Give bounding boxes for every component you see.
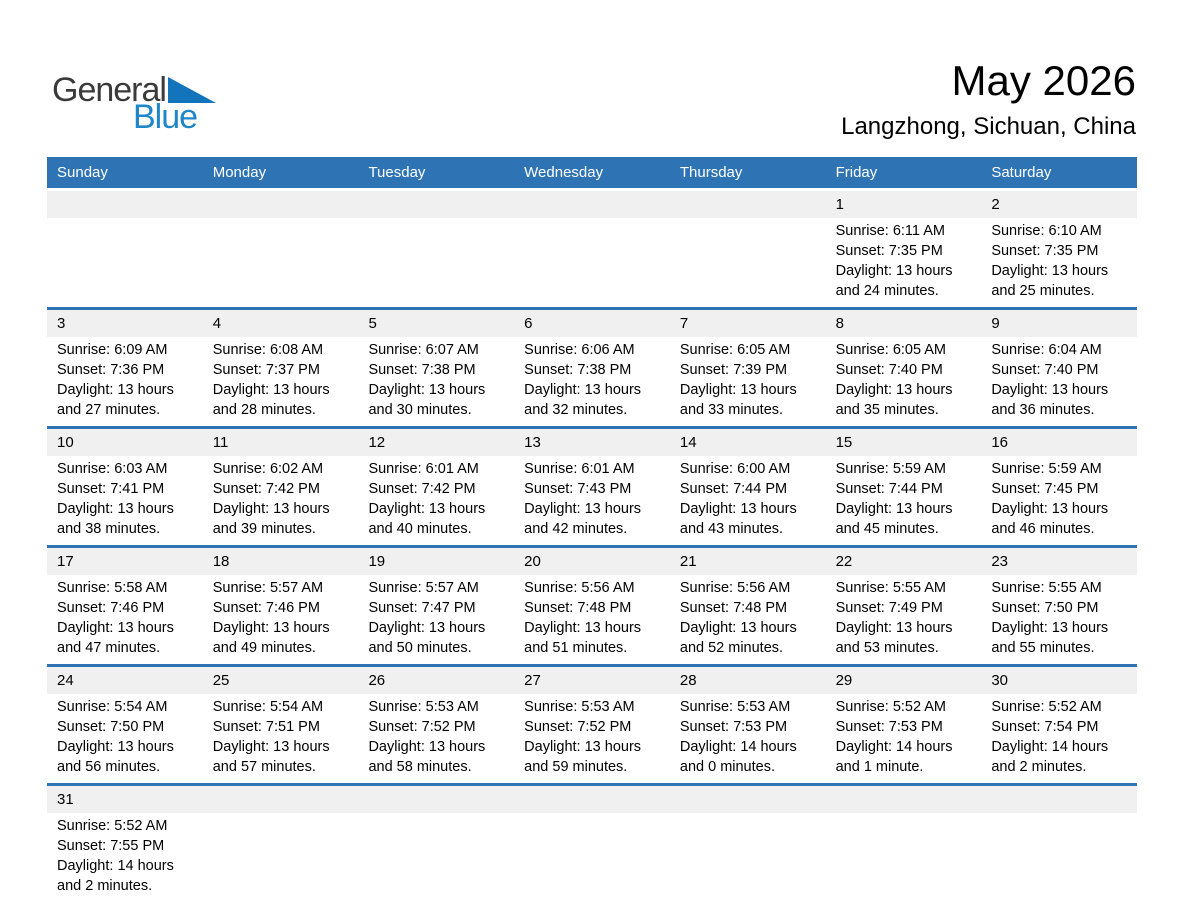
daylight-text-line1: Daylight: 13 hours bbox=[57, 739, 174, 755]
daylight-text-line2: and 40 minutes. bbox=[368, 521, 472, 537]
date-number: 31 bbox=[57, 791, 74, 808]
daylight-text-line2: and 36 minutes. bbox=[991, 402, 1095, 418]
day-details bbox=[203, 575, 359, 664]
weekday-tuesday: Tuesday bbox=[368, 164, 426, 181]
sunrise-text: Sunrise: 5:54 AM bbox=[212, 699, 324, 715]
daylight-text-line1: Daylight: 13 hours bbox=[57, 620, 174, 636]
date-number: 23 bbox=[991, 553, 1008, 570]
day-details bbox=[981, 813, 1137, 902]
weekday-saturday: Saturday bbox=[991, 164, 1052, 181]
daylight-text-line2: and 1 minute. bbox=[835, 759, 924, 775]
daylight-text-line1: Daylight: 13 hours bbox=[524, 382, 642, 398]
daylight-text-line2: and 55 minutes. bbox=[991, 640, 1095, 656]
details-band bbox=[47, 456, 1137, 545]
date-number: 25 bbox=[212, 672, 230, 689]
daylight-text-line1: Daylight: 13 hours bbox=[991, 620, 1109, 636]
sunset-text: Sunset: 7:40 PM bbox=[991, 362, 1099, 378]
weekday-header bbox=[47, 157, 1137, 188]
day-details bbox=[826, 694, 982, 783]
logo-text-general: General bbox=[52, 71, 166, 109]
week-row bbox=[47, 786, 1137, 902]
sunset-text: Sunset: 7:44 PM bbox=[835, 481, 943, 497]
daylight-text-line2: and 51 minutes. bbox=[524, 640, 628, 656]
date-number: 17 bbox=[57, 553, 74, 570]
weekday-thursday: Thursday bbox=[679, 164, 743, 181]
daylight-text-line1: Daylight: 13 hours bbox=[524, 739, 642, 755]
day-details bbox=[670, 218, 826, 307]
daylight-text-line1: Daylight: 13 hours bbox=[835, 501, 953, 517]
day-details bbox=[826, 456, 982, 545]
daylight-text-line1: Daylight: 13 hours bbox=[212, 739, 330, 755]
daylight-text-line1: Daylight: 13 hours bbox=[57, 382, 174, 398]
date-number: 4 bbox=[212, 315, 222, 332]
day-details bbox=[358, 813, 514, 902]
daylight-text-line2: and 59 minutes. bbox=[524, 759, 628, 775]
day-details bbox=[358, 456, 514, 545]
daylight-text-line1: Daylight: 14 hours bbox=[679, 739, 797, 755]
date-number: 5 bbox=[368, 315, 377, 332]
day-details bbox=[47, 456, 203, 545]
page-title: May 2026 bbox=[951, 57, 1136, 104]
sunrise-text: Sunrise: 6:04 AM bbox=[991, 342, 1102, 358]
sunrise-text: Sunrise: 6:01 AM bbox=[368, 461, 479, 477]
date-number: 24 bbox=[57, 672, 74, 689]
day-details bbox=[670, 813, 826, 902]
week-row bbox=[47, 548, 1137, 667]
sunset-text: Sunset: 7:36 PM bbox=[57, 362, 165, 378]
sunrise-text: Sunrise: 6:02 AM bbox=[212, 461, 324, 477]
page-subtitle: Langzhong, Sichuan, China bbox=[841, 113, 1136, 140]
date-number: 16 bbox=[991, 434, 1008, 451]
details-band bbox=[47, 218, 1137, 307]
daylight-text-line1: Daylight: 13 hours bbox=[57, 501, 174, 517]
day-details bbox=[358, 694, 514, 783]
daylight-text-line1: Daylight: 13 hours bbox=[991, 382, 1109, 398]
daylight-text-line2: and 42 minutes. bbox=[524, 521, 628, 537]
date-number: 12 bbox=[368, 434, 386, 451]
sunrise-text: Sunrise: 5:59 AM bbox=[991, 461, 1102, 477]
day-details bbox=[981, 218, 1137, 307]
sunrise-text: Sunrise: 5:56 AM bbox=[679, 580, 791, 596]
sunset-text: Sunset: 7:55 PM bbox=[57, 838, 165, 854]
day-details bbox=[203, 218, 359, 307]
sunset-text: Sunset: 7:47 PM bbox=[368, 600, 476, 616]
date-number: 11 bbox=[212, 434, 229, 451]
weekday-monday: Monday bbox=[212, 164, 267, 181]
logo-text-blue: Blue bbox=[133, 98, 198, 136]
date-number: 8 bbox=[835, 315, 844, 332]
daylight-text-line1: Daylight: 13 hours bbox=[212, 620, 330, 636]
date-band bbox=[47, 429, 1137, 456]
date-number: 18 bbox=[212, 553, 230, 570]
day-details bbox=[826, 218, 982, 307]
details-band bbox=[47, 694, 1137, 783]
daylight-text-line1: Daylight: 13 hours bbox=[991, 501, 1109, 517]
daylight-text-line2: and 57 minutes. bbox=[212, 759, 316, 775]
day-details bbox=[358, 218, 514, 307]
sunset-text: Sunset: 7:35 PM bbox=[835, 243, 943, 259]
sunrise-text: Sunrise: 5:58 AM bbox=[57, 580, 168, 596]
daylight-text-line2: and 47 minutes. bbox=[57, 640, 161, 656]
day-details bbox=[670, 575, 826, 664]
daylight-text-line2: and 58 minutes. bbox=[368, 759, 472, 775]
sunrise-text: Sunrise: 5:52 AM bbox=[57, 818, 168, 834]
sunset-text: Sunset: 7:50 PM bbox=[57, 719, 165, 735]
daylight-text-line2: and 24 minutes. bbox=[835, 283, 939, 299]
daylight-text-line1: Daylight: 13 hours bbox=[835, 263, 953, 279]
sunrise-text: Sunrise: 5:52 AM bbox=[835, 699, 947, 715]
daylight-text-line1: Daylight: 13 hours bbox=[679, 382, 797, 398]
date-band bbox=[47, 191, 1137, 218]
daylight-text-line1: Daylight: 14 hours bbox=[991, 739, 1109, 755]
daylight-text-line1: Daylight: 13 hours bbox=[679, 620, 797, 636]
day-details bbox=[47, 813, 203, 902]
daylight-text-line1: Daylight: 13 hours bbox=[679, 501, 797, 517]
sunset-text: Sunset: 7:39 PM bbox=[679, 362, 788, 378]
daylight-text-line2: and 30 minutes. bbox=[368, 402, 472, 418]
weekday-wednesday: Wednesday bbox=[524, 164, 604, 181]
details-band bbox=[47, 337, 1137, 426]
date-number: 9 bbox=[991, 315, 1000, 332]
daylight-text-line1: Daylight: 13 hours bbox=[835, 620, 953, 636]
day-details bbox=[47, 337, 203, 426]
daylight-text-line2: and 45 minutes. bbox=[835, 521, 939, 537]
date-number: 13 bbox=[524, 434, 541, 451]
date-band bbox=[47, 548, 1137, 575]
sunset-text: Sunset: 7:54 PM bbox=[991, 719, 1099, 735]
day-details bbox=[203, 456, 359, 545]
day-details bbox=[358, 337, 514, 426]
daylight-text-line2: and 43 minutes. bbox=[679, 521, 784, 537]
day-details bbox=[514, 456, 670, 545]
sunset-text: Sunset: 7:49 PM bbox=[835, 600, 943, 616]
sunrise-text: Sunrise: 6:03 AM bbox=[57, 461, 168, 477]
day-details bbox=[826, 813, 982, 902]
week-row bbox=[47, 667, 1137, 786]
day-details bbox=[203, 694, 359, 783]
daylight-text-line1: Daylight: 13 hours bbox=[524, 620, 642, 636]
day-details bbox=[203, 813, 359, 902]
sunrise-text: Sunrise: 5:53 AM bbox=[368, 699, 479, 715]
day-details bbox=[47, 218, 203, 307]
daylight-text-line2: and 53 minutes. bbox=[835, 640, 939, 656]
sunset-text: Sunset: 7:43 PM bbox=[524, 481, 632, 497]
sunrise-text: Sunrise: 6:06 AM bbox=[524, 342, 635, 358]
week-row bbox=[47, 191, 1137, 310]
day-details bbox=[981, 694, 1137, 783]
date-band bbox=[47, 310, 1137, 337]
sunset-text: Sunset: 7:51 PM bbox=[212, 719, 320, 735]
day-details bbox=[514, 694, 670, 783]
sunset-text: Sunset: 7:42 PM bbox=[212, 481, 320, 497]
sunrise-text: Sunrise: 6:07 AM bbox=[368, 342, 479, 358]
date-number: 6 bbox=[524, 315, 533, 332]
daylight-text-line1: Daylight: 13 hours bbox=[368, 620, 486, 636]
day-details bbox=[981, 456, 1137, 545]
sunrise-text: Sunrise: 6:01 AM bbox=[524, 461, 635, 477]
date-number: 22 bbox=[835, 553, 853, 570]
sunset-text: Sunset: 7:50 PM bbox=[991, 600, 1099, 616]
daylight-text-line1: Daylight: 13 hours bbox=[368, 739, 486, 755]
sunset-text: Sunset: 7:37 PM bbox=[212, 362, 320, 378]
date-number: 3 bbox=[57, 315, 66, 332]
daylight-text-line2: and 50 minutes. bbox=[368, 640, 472, 656]
daylight-text-line2: and 33 minutes. bbox=[679, 402, 784, 418]
daylight-text-line2: and 32 minutes. bbox=[524, 402, 628, 418]
date-number: 2 bbox=[991, 196, 1000, 213]
sunset-text: Sunset: 7:45 PM bbox=[991, 481, 1099, 497]
day-details bbox=[47, 694, 203, 783]
day-details bbox=[670, 694, 826, 783]
day-details bbox=[826, 337, 982, 426]
sunset-text: Sunset: 7:52 PM bbox=[524, 719, 632, 735]
sunrise-text: Sunrise: 6:05 AM bbox=[835, 342, 947, 358]
sunrise-text: Sunrise: 6:00 AM bbox=[679, 461, 791, 477]
day-details bbox=[981, 575, 1137, 664]
sunset-text: Sunset: 7:35 PM bbox=[991, 243, 1099, 259]
daylight-text-line2: and 2 minutes. bbox=[57, 878, 153, 894]
sunrise-text: Sunrise: 5:53 AM bbox=[524, 699, 635, 715]
date-number: 27 bbox=[524, 672, 541, 689]
daylight-text-line1: Daylight: 13 hours bbox=[524, 501, 642, 517]
sunset-text: Sunset: 7:52 PM bbox=[368, 719, 476, 735]
date-number: 26 bbox=[368, 672, 386, 689]
daylight-text-line2: and 28 minutes. bbox=[212, 402, 316, 418]
daylight-text-line1: Daylight: 13 hours bbox=[368, 382, 486, 398]
date-number: 7 bbox=[679, 315, 689, 332]
sunrise-text: Sunrise: 6:11 AM bbox=[835, 223, 945, 239]
sunrise-text: Sunrise: 5:57 AM bbox=[368, 580, 479, 596]
details-band bbox=[47, 575, 1137, 664]
date-number: 30 bbox=[991, 672, 1008, 689]
daylight-text-line2: and 56 minutes. bbox=[57, 759, 161, 775]
sunset-text: Sunset: 7:38 PM bbox=[524, 362, 632, 378]
date-number: 15 bbox=[835, 434, 853, 451]
date-band bbox=[47, 786, 1137, 813]
day-details bbox=[826, 575, 982, 664]
general-blue-logo bbox=[52, 72, 272, 134]
sunset-text: Sunset: 7:42 PM bbox=[368, 481, 476, 497]
date-number: 14 bbox=[679, 434, 697, 451]
day-details bbox=[670, 337, 826, 426]
calendar-grid bbox=[47, 191, 1137, 902]
day-details bbox=[514, 575, 670, 664]
day-details bbox=[47, 575, 203, 664]
daylight-text-line1: Daylight: 13 hours bbox=[212, 382, 330, 398]
date-number: 19 bbox=[368, 553, 386, 570]
day-details bbox=[514, 337, 670, 426]
sunrise-text: Sunrise: 5:53 AM bbox=[679, 699, 791, 715]
sunset-text: Sunset: 7:44 PM bbox=[679, 481, 788, 497]
sunrise-text: Sunrise: 5:59 AM bbox=[835, 461, 947, 477]
daylight-text-line1: Daylight: 13 hours bbox=[368, 501, 486, 517]
daylight-text-line2: and 2 minutes. bbox=[991, 759, 1087, 775]
daylight-text-line2: and 35 minutes. bbox=[835, 402, 939, 418]
date-band bbox=[47, 667, 1137, 694]
sunrise-text: Sunrise: 6:09 AM bbox=[57, 342, 168, 358]
sunset-text: Sunset: 7:53 PM bbox=[835, 719, 943, 735]
day-details bbox=[203, 337, 359, 426]
week-row bbox=[47, 310, 1137, 429]
daylight-text-line2: and 46 minutes. bbox=[991, 521, 1095, 537]
sunrise-text: Sunrise: 5:54 AM bbox=[57, 699, 168, 715]
day-details bbox=[514, 218, 670, 307]
date-number: 1 bbox=[835, 196, 844, 213]
sunset-text: Sunset: 7:46 PM bbox=[57, 600, 165, 616]
daylight-text-line1: Daylight: 13 hours bbox=[212, 501, 330, 517]
day-details bbox=[670, 456, 826, 545]
date-number: 10 bbox=[57, 434, 74, 451]
date-number: 21 bbox=[679, 553, 697, 570]
daylight-text-line1: Daylight: 13 hours bbox=[991, 263, 1109, 279]
calendar bbox=[47, 157, 1137, 902]
sunrise-text: Sunrise: 5:55 AM bbox=[991, 580, 1102, 596]
details-band bbox=[47, 813, 1137, 902]
daylight-text-line2: and 27 minutes. bbox=[57, 402, 161, 418]
daylight-text-line2: and 52 minutes. bbox=[679, 640, 784, 656]
sunset-text: Sunset: 7:46 PM bbox=[212, 600, 320, 616]
daylight-text-line2: and 0 minutes. bbox=[679, 759, 775, 775]
date-number: 29 bbox=[835, 672, 853, 689]
day-details bbox=[358, 575, 514, 664]
sunrise-text: Sunrise: 6:10 AM bbox=[991, 223, 1102, 239]
weekday-sunday: Sunday bbox=[57, 164, 108, 181]
sunset-text: Sunset: 7:38 PM bbox=[368, 362, 476, 378]
sunset-text: Sunset: 7:41 PM bbox=[57, 481, 165, 497]
daylight-text-line1: Daylight: 14 hours bbox=[835, 739, 953, 755]
daylight-text-line2: and 39 minutes. bbox=[212, 521, 316, 537]
day-details bbox=[514, 813, 670, 902]
sunrise-text: Sunrise: 6:08 AM bbox=[212, 342, 324, 358]
sunrise-text: Sunrise: 5:52 AM bbox=[991, 699, 1102, 715]
daylight-text-line1: Daylight: 13 hours bbox=[835, 382, 953, 398]
sunset-text: Sunset: 7:48 PM bbox=[524, 600, 632, 616]
daylight-text-line1: Daylight: 14 hours bbox=[57, 858, 174, 874]
daylight-text-line2: and 38 minutes. bbox=[57, 521, 161, 537]
week-row bbox=[47, 429, 1137, 548]
sunset-text: Sunset: 7:53 PM bbox=[679, 719, 788, 735]
daylight-text-line2: and 49 minutes. bbox=[212, 640, 316, 656]
weekday-friday: Friday bbox=[835, 164, 878, 181]
date-number: 28 bbox=[679, 672, 697, 689]
date-number: 20 bbox=[524, 553, 541, 570]
sunrise-text: Sunrise: 6:05 AM bbox=[679, 342, 791, 358]
day-details bbox=[981, 337, 1137, 426]
sunrise-text: Sunrise: 5:56 AM bbox=[524, 580, 635, 596]
sunrise-text: Sunrise: 5:55 AM bbox=[835, 580, 947, 596]
sunset-text: Sunset: 7:40 PM bbox=[835, 362, 943, 378]
daylight-text-line2: and 25 minutes. bbox=[991, 283, 1095, 299]
sunset-text: Sunset: 7:48 PM bbox=[679, 600, 788, 616]
sunrise-text: Sunrise: 5:57 AM bbox=[212, 580, 324, 596]
